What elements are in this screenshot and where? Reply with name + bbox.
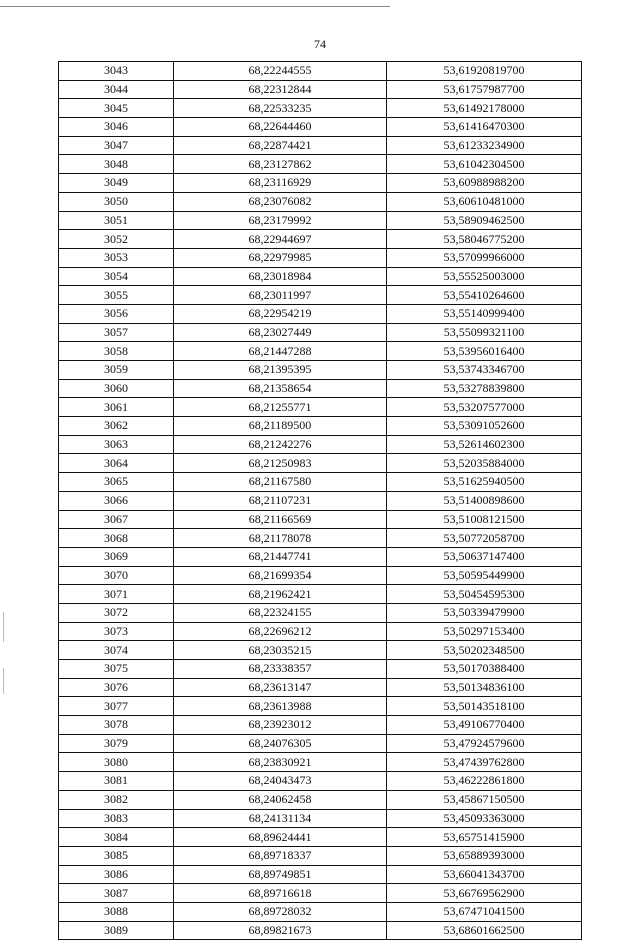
table-row [59,323,582,342]
table-row [59,491,582,510]
point-number-cell: 3060 [59,379,174,398]
x-coordinate-cell: 68,22533235 [174,99,387,118]
point-number-cell: 3053 [59,248,174,267]
point-number-cell: 3062 [59,417,174,436]
point-number-cell: 3072 [59,603,174,622]
x-coordinate-cell: 68,21178078 [174,529,387,548]
y-coordinate-cell: 53,61416470300 [387,118,582,137]
table-row [59,603,582,622]
point-number-cell: 3046 [59,118,174,137]
point-number-cell: 3073 [59,622,174,641]
table-row [59,267,582,286]
x-coordinate-cell: 68,23011997 [174,286,387,305]
y-coordinate-cell: 53,53091052600 [387,417,582,436]
table-row [59,136,582,155]
x-coordinate-cell: 68,21395395 [174,361,387,380]
y-coordinate-cell: 53,52614602300 [387,435,582,454]
y-coordinate-cell: 53,55525003000 [387,267,582,286]
point-number-cell: 3054 [59,267,174,286]
table-row [59,118,582,137]
table-row [59,697,582,716]
x-coordinate-cell: 68,23613988 [174,697,387,716]
point-number-cell: 3057 [59,323,174,342]
y-coordinate-cell: 53,61757987700 [387,80,582,99]
point-number-cell: 3087 [59,884,174,903]
point-number-cell: 3067 [59,510,174,529]
top-divider [0,6,390,7]
x-coordinate-cell: 68,23923012 [174,716,387,735]
point-number-cell: 3065 [59,473,174,492]
y-coordinate-cell: 53,60610481000 [387,192,582,211]
point-number-cell: 3048 [59,155,174,174]
x-coordinate-cell: 68,89716618 [174,884,387,903]
point-number-cell: 3052 [59,230,174,249]
point-number-cell: 3079 [59,734,174,753]
point-number-cell: 3070 [59,566,174,585]
table-row [59,809,582,828]
y-coordinate-cell: 53,47924579600 [387,734,582,753]
table-row [59,846,582,865]
point-number-cell: 3051 [59,211,174,230]
x-coordinate-cell: 68,21250983 [174,454,387,473]
table-row [59,174,582,193]
table-row [59,304,582,323]
x-coordinate-cell: 68,89821673 [174,921,387,940]
x-coordinate-cell: 68,23613147 [174,678,387,697]
point-number-cell: 3076 [59,678,174,697]
point-number-cell: 3068 [59,529,174,548]
point-number-cell: 3084 [59,828,174,847]
x-coordinate-cell: 68,21189500 [174,417,387,436]
point-number-cell: 3061 [59,398,174,417]
y-coordinate-cell: 53,51400898600 [387,491,582,510]
coordinates-table-body [59,62,582,940]
table-row [59,660,582,679]
y-coordinate-cell: 53,65889393000 [387,846,582,865]
table-row [59,99,582,118]
table-row [59,192,582,211]
table-row [59,585,582,604]
y-coordinate-cell: 53,57099966000 [387,248,582,267]
table-row [59,529,582,548]
x-coordinate-cell: 68,22874421 [174,136,387,155]
x-coordinate-cell: 68,21358654 [174,379,387,398]
point-number-cell: 3077 [59,697,174,716]
x-coordinate-cell: 68,89718337 [174,846,387,865]
point-number-cell: 3074 [59,641,174,660]
point-number-cell: 3089 [59,921,174,940]
table-row [59,230,582,249]
y-coordinate-cell: 53,55410264600 [387,286,582,305]
y-coordinate-cell: 53,50170388400 [387,660,582,679]
page-number: 74 [314,37,326,51]
y-coordinate-cell: 53,53743346700 [387,361,582,380]
y-coordinate-cell: 53,61042304500 [387,155,582,174]
point-number-cell: 3045 [59,99,174,118]
y-coordinate-cell: 53,66041343700 [387,865,582,884]
y-coordinate-cell: 53,66769562900 [387,884,582,903]
x-coordinate-cell: 68,22696212 [174,622,387,641]
x-coordinate-cell: 68,21255771 [174,398,387,417]
point-number-cell: 3055 [59,286,174,305]
point-number-cell: 3058 [59,342,174,361]
x-coordinate-cell: 68,22324155 [174,603,387,622]
point-number-cell: 3088 [59,902,174,921]
point-number-cell: 3064 [59,454,174,473]
y-coordinate-cell: 53,50202348500 [387,641,582,660]
point-number-cell: 3059 [59,361,174,380]
point-number-cell: 3075 [59,660,174,679]
y-coordinate-cell: 53,45093363000 [387,809,582,828]
x-coordinate-cell: 68,21447741 [174,547,387,566]
table-row [59,828,582,847]
x-coordinate-cell: 68,22944697 [174,230,387,249]
y-coordinate-cell: 53,50134836100 [387,678,582,697]
x-coordinate-cell: 68,22244555 [174,62,387,81]
table-row [59,921,582,940]
point-number-cell: 3056 [59,304,174,323]
table-row [59,155,582,174]
y-coordinate-cell: 53,61233234900 [387,136,582,155]
point-number-cell: 3043 [59,62,174,81]
y-coordinate-cell: 53,58046775200 [387,230,582,249]
y-coordinate-cell: 53,45867150500 [387,790,582,809]
y-coordinate-cell: 53,50595449900 [387,566,582,585]
y-coordinate-cell: 53,50339479900 [387,603,582,622]
y-coordinate-cell: 53,61920819700 [387,62,582,81]
x-coordinate-cell: 68,22312844 [174,80,387,99]
x-coordinate-cell: 68,23027449 [174,323,387,342]
x-coordinate-cell: 68,23076082 [174,192,387,211]
table-row [59,248,582,267]
y-coordinate-cell: 53,50772058700 [387,529,582,548]
table-row [59,865,582,884]
x-coordinate-cell: 68,22979985 [174,248,387,267]
point-number-cell: 3044 [59,80,174,99]
table-row [59,566,582,585]
x-coordinate-cell: 68,23179992 [174,211,387,230]
table-row [59,753,582,772]
x-coordinate-cell: 68,22954219 [174,304,387,323]
y-coordinate-cell: 53,51625940500 [387,473,582,492]
y-coordinate-cell: 53,51008121500 [387,510,582,529]
table-row [59,547,582,566]
point-number-cell: 3081 [59,772,174,791]
x-coordinate-cell: 68,21167580 [174,473,387,492]
table-row [59,510,582,529]
x-coordinate-cell: 68,23116929 [174,174,387,193]
point-number-cell: 3066 [59,491,174,510]
table-row [59,342,582,361]
y-coordinate-cell: 53,53207577000 [387,398,582,417]
table-row [59,884,582,903]
table-row [59,62,582,81]
table-row [59,902,582,921]
table-row [59,361,582,380]
y-coordinate-cell: 53,65751415900 [387,828,582,847]
x-coordinate-cell: 68,21242276 [174,435,387,454]
table-row [59,678,582,697]
x-coordinate-cell: 68,89624441 [174,828,387,847]
x-coordinate-cell: 68,24043473 [174,772,387,791]
point-number-cell: 3069 [59,547,174,566]
x-coordinate-cell: 68,23018984 [174,267,387,286]
y-coordinate-cell: 53,50143518100 [387,697,582,716]
point-number-cell: 3082 [59,790,174,809]
point-number-cell: 3085 [59,846,174,865]
point-number-cell: 3086 [59,865,174,884]
point-number-cell: 3078 [59,716,174,735]
margin-mark [3,612,4,642]
table-row [59,734,582,753]
x-coordinate-cell: 68,23338357 [174,660,387,679]
y-coordinate-cell: 53,47439762800 [387,753,582,772]
table-row [59,473,582,492]
point-number-cell: 3049 [59,174,174,193]
margin-mark [3,668,4,694]
y-coordinate-cell: 53,46222861800 [387,772,582,791]
y-coordinate-cell: 53,55140999400 [387,304,582,323]
table-row [59,286,582,305]
x-coordinate-cell: 68,89728032 [174,902,387,921]
x-coordinate-cell: 68,23035215 [174,641,387,660]
y-coordinate-cell: 53,53278839800 [387,379,582,398]
y-coordinate-cell: 53,49106770400 [387,716,582,735]
x-coordinate-cell: 68,23127862 [174,155,387,174]
y-coordinate-cell: 53,60988988200 [387,174,582,193]
coordinates-table [58,61,582,940]
table-row [59,641,582,660]
x-coordinate-cell: 68,24131134 [174,809,387,828]
table-row [59,211,582,230]
table-row [59,379,582,398]
y-coordinate-cell: 53,67471041500 [387,902,582,921]
x-coordinate-cell: 68,21447288 [174,342,387,361]
y-coordinate-cell: 53,50454595300 [387,585,582,604]
table-row [59,398,582,417]
point-number-cell: 3047 [59,136,174,155]
y-coordinate-cell: 53,50297153400 [387,622,582,641]
point-number-cell: 3080 [59,753,174,772]
table-row [59,622,582,641]
table-row [59,80,582,99]
y-coordinate-cell: 53,53956016400 [387,342,582,361]
y-coordinate-cell: 53,68601662500 [387,921,582,940]
x-coordinate-cell: 68,21107231 [174,491,387,510]
point-number-cell: 3050 [59,192,174,211]
point-number-cell: 3083 [59,809,174,828]
y-coordinate-cell: 53,52035884000 [387,454,582,473]
point-number-cell: 3071 [59,585,174,604]
x-coordinate-cell: 68,21699354 [174,566,387,585]
x-coordinate-cell: 68,22644460 [174,118,387,137]
table-row [59,454,582,473]
table-row [59,716,582,735]
table-row [59,417,582,436]
y-coordinate-cell: 53,55099321100 [387,323,582,342]
y-coordinate-cell: 53,58909462500 [387,211,582,230]
table-row [59,772,582,791]
x-coordinate-cell: 68,21962421 [174,585,387,604]
x-coordinate-cell: 68,23830921 [174,753,387,772]
table-row [59,790,582,809]
x-coordinate-cell: 68,24076305 [174,734,387,753]
y-coordinate-cell: 53,61492178000 [387,99,582,118]
x-coordinate-cell: 68,24062458 [174,790,387,809]
table-row [59,435,582,454]
point-number-cell: 3063 [59,435,174,454]
x-coordinate-cell: 68,89749851 [174,865,387,884]
y-coordinate-cell: 53,50637147400 [387,547,582,566]
x-coordinate-cell: 68,21166569 [174,510,387,529]
